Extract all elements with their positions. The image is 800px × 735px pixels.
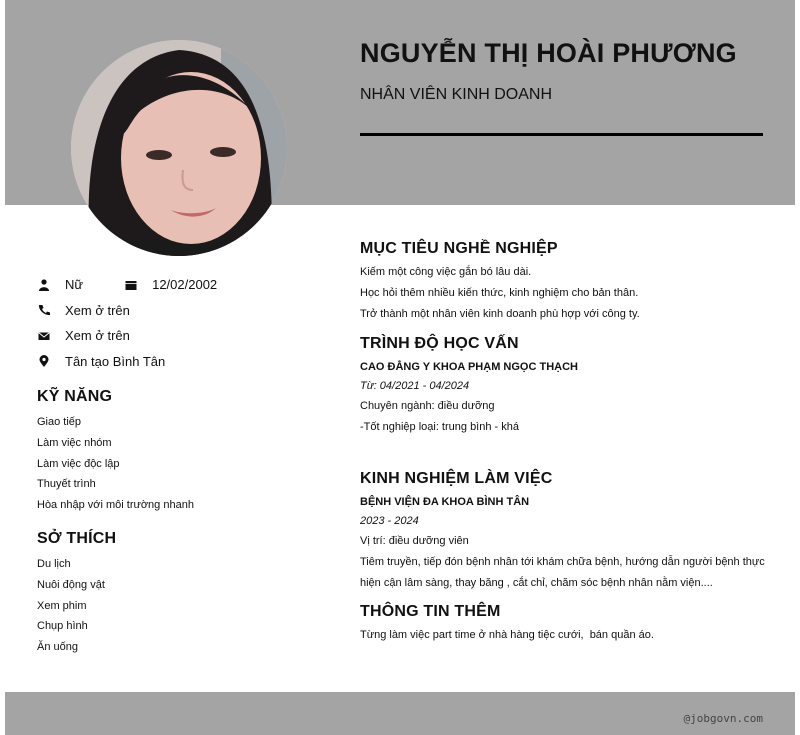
skill-item: Hòa nhập với môi trường nhanh: [37, 499, 194, 512]
hobby-item: Xem phim: [37, 599, 87, 612]
skill-item: Làm việc độc lập: [37, 457, 120, 470]
right-column: [360, 240, 770, 646]
hobby-item: Chụp hình: [37, 620, 88, 633]
education-school: CAO ĐẲNG Y KHOA PHẠM NGỌC THẠCH: [360, 361, 578, 374]
calendar-icon: [124, 278, 137, 291]
location-pin-icon: [37, 355, 50, 368]
skills-title: KỸ NĂNG: [37, 388, 113, 405]
education-period: Từ: 04/2021 - 04/2024: [360, 380, 470, 393]
cv-page: [5, 0, 795, 735]
person-icon: [37, 278, 50, 291]
objective-line: Trở thành một nhân viên kinh doanh phù hợp với công ty.: [360, 307, 640, 320]
experience-title: KINH NGHIỆM LÀM VIỆC: [360, 469, 553, 487]
address-row: [37, 349, 337, 375]
skill-item: Làm việc nhóm: [37, 436, 112, 449]
skill-item: Giao tiếp: [37, 416, 82, 428]
experience-position: Vị trí: điều dưỡng viên: [360, 534, 469, 547]
objective-line: Học hỏi thêm nhiều kiến thức, kinh nghiệm cho bản thân.: [360, 286, 639, 299]
address: Tân tạo Bình Tân: [65, 353, 166, 369]
candidate-name: NGUYỄN THỊ HOÀI PHƯƠNG: [360, 38, 737, 68]
gender-birthday-row: [37, 272, 337, 298]
email: Xem ở trên: [65, 328, 130, 344]
skills-list: [37, 412, 337, 516]
education-major: Chuyên ngành: điều dưỡng: [360, 400, 495, 413]
email-icon: [37, 329, 50, 342]
phone-icon: [37, 304, 50, 317]
header-divider: [360, 133, 763, 136]
additional-info-text: Từng làm việc part time ở nhà hàng tiệc cưới, bán quần áo.: [360, 629, 654, 642]
phone-row: [37, 298, 337, 324]
footer-band: [5, 692, 795, 735]
job-title: NHÂN VIÊN KINH DOANH: [360, 86, 553, 103]
additional-info-title: THÔNG TIN THÊM: [360, 603, 501, 621]
experience-description: Tiêm truyền, tiếp đón bệnh nhân tới khám chữa bệnh, hướng dẫn người bệnh thực hiện cận lâm sàng, thay băng , cắt chỉ, chăm sóc bệnh nhân nằm viện....: [360, 555, 765, 589]
hobby-item: Ăn uống: [37, 641, 78, 654]
hobby-item: Nuôi động vật: [37, 578, 105, 591]
experience-period: 2023 - 2024: [360, 514, 419, 527]
experience-company: BỆNH VIỆN ĐA KHOA BÌNH TÂN: [360, 495, 530, 508]
education-title: TRÌNH ĐỘ HỌC VẤN: [360, 335, 519, 353]
avatar: [71, 40, 287, 256]
objective-line: Kiếm một công việc gắn bó lâu dài.: [360, 266, 532, 278]
hobby-item: Du lịch: [37, 557, 71, 570]
watermark: @jobgovn.com: [683, 712, 763, 725]
birthday: 12/02/2002: [152, 277, 218, 293]
skill-item: Thuyết trình: [37, 478, 96, 491]
birthday-group: [124, 277, 217, 292]
hobbies-list: [37, 554, 337, 658]
left-column: [37, 272, 337, 658]
email-row: [37, 323, 337, 349]
objective-title: MỤC TIÊU NGHỀ NGHIỆP: [360, 240, 558, 257]
phone: Xem ở trên: [65, 302, 130, 318]
profile-photo: [71, 40, 287, 256]
hobbies-title: SỞ THÍCH: [37, 529, 117, 547]
gender: Nữ: [65, 277, 84, 293]
education-grade: -Tốt nghiệp loại: trung bình - khá: [360, 421, 519, 434]
